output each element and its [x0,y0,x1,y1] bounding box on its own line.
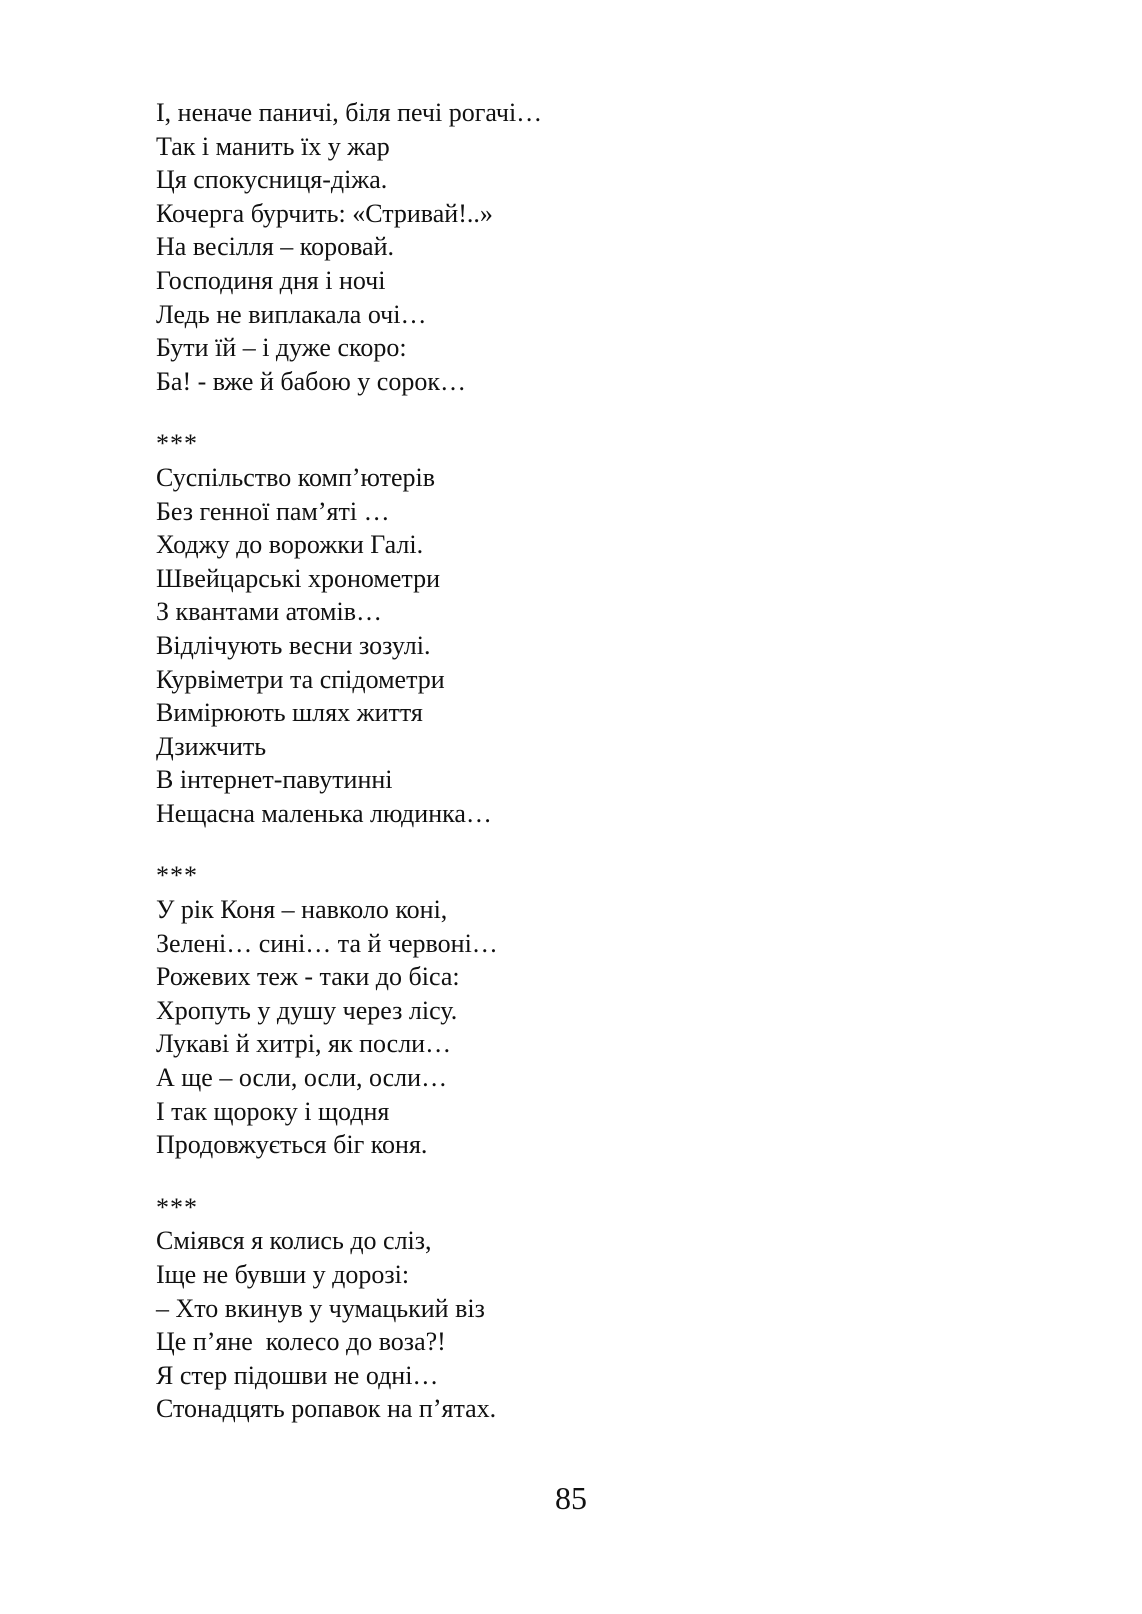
section-separator: *** [156,429,198,459]
poem-line: Без генної пам’яті … [156,496,390,526]
poem-line: В інтернет-павутинні [156,765,393,795]
stanza-gap [156,398,1056,427]
poem-line: – Хто вкинув у чумацький віз [156,1293,485,1323]
poem-line: Дзижчить [156,731,267,761]
poem-line: Так і манить їх у жар [156,131,390,161]
poem-line: Відлічують весни зозулі. [156,630,431,660]
poem-line: І так щороку і щодня [156,1096,390,1126]
poem-1 [156,96,1056,398]
poem-line: Ходжу до ворожки Галі. [156,530,424,560]
poem-line: Курвіметри та спідометри [156,664,445,694]
poem-line: Це п’яне колесо до воза?! [156,1327,446,1357]
poem-line: Нещасна маленька людинка… [156,798,492,828]
poem-line: Ця спокусниця-діжа. [156,165,388,195]
poem-line: Ба! - вже й бабою у сорок… [156,366,466,396]
poem-line: У рік Коня – навколо коні, [156,895,448,925]
poem-line: Я стер підошви не одні… [156,1360,439,1390]
poem-line: Суспільство комп’ютерів [156,462,436,492]
stanza-gap [156,830,1056,859]
poem-line: А ще – осли, осли, осли… [156,1063,448,1093]
poem-line: Продовжується біг коня. [156,1130,428,1160]
poem-line: Хропуть у душу через лісу. [156,995,458,1025]
poem-line: На весілля – коровай. [156,232,394,262]
poem-line: Сміявся я колись до сліз, [156,1226,432,1256]
poem-line: Господиня дня і ночі [156,265,386,295]
page-number: 85 [555,1480,587,1516]
poem-line: Іще не бувши у дорозі: [156,1260,410,1289]
poem-line: Стонадцять ропавок на п’ятах. [156,1394,497,1424]
poem-4 [156,1191,1056,1426]
poem-line: І, неначе паничі, біля печі рогачі… [156,98,543,127]
poem-line: Швейцарські хронометри [156,563,441,593]
poem-line: Рожевих теж - таки до біса: [156,962,460,992]
section-separator: *** [156,1192,198,1222]
page-content [156,96,1056,1426]
poem-3 [156,859,1056,1161]
section-separator: *** [156,861,198,891]
poem-line: Вимірюють шлях життя [156,698,423,728]
poem-line: Кочерга бурчить: «Стривай!..» [156,198,493,228]
poem-2 [156,427,1056,830]
poem-line: Ледь не виплакала очі… [156,299,427,329]
poem-line: Лукаві й хитрі, як посли… [156,1029,452,1059]
poem-line: Бути їй – і дуже скоро: [156,333,407,363]
poem-line: З квантами атомів… [156,597,382,627]
stanza-gap [156,1162,1056,1191]
poem-line: Зелені… сині… та й червоні… [156,928,498,958]
